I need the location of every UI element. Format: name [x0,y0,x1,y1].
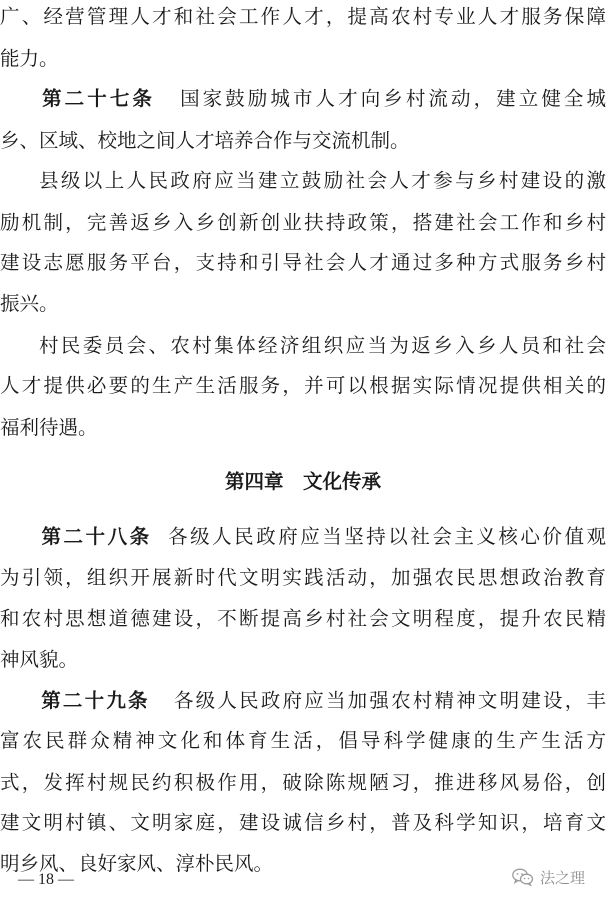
text-line: 乡、区域、校地之间人才培养合作与交流机制。 [0,128,410,152]
article-27-first-line [0,85,606,113]
article-text: 各级人民政府应当加强农村精神文明建设，丰 [171,688,606,712]
page-number: — 18 — [18,871,74,888]
text-line: 建文明村镇、文明家庭，建设诚信乡村，普及科学知识，培育文 [0,811,606,835]
text-line: 明乡风、良好家风、淳朴民风。 [0,852,274,875]
article-text: 各级人民政府应当坚持以社会主义核心价值观 [165,525,606,549]
article-29-first-line [0,687,606,715]
wechat-icon [512,868,534,886]
text-line: 式，发挥村规民约积极作用，破除陈规陋习，推进移风易俗，创 [0,770,606,794]
article-label: 第二十七条 [39,87,155,111]
text-line: 为引领，组织开展新时代文明实践活动，加强农民思想政治教育 [0,566,606,589]
chapter-heading: 第四章 文化传承 [224,470,381,493]
text-line: 富农民群众精神文化和体育生活，倡导科学健康的生产生活方 [0,729,606,753]
text-line: 振兴。 [0,291,59,315]
text-line: 和农村思想道德建设，不断提高乡村社会文明程度，提升农民精 [0,606,606,630]
text-line: 村民委员会、农村集体经济组织应当为返乡入乡人员和社会 [39,333,606,357]
article-text: 国家鼓励城市人才向乡村流动，建立健全城 [176,87,606,111]
watermark-text: 法之理 [540,868,586,887]
text-line: 建设志愿服务平台，支持和引导社会人才通过多种方式服务乡村 [0,251,606,275]
text-line: 广、经营管理人才和社会工作人才，提高农村专业人才服务保障 [0,5,606,28]
text-line: 县级以上人民政府应当建立鼓励社会人才参与乡村建设的激 [39,169,606,193]
text-line: 福利待遇。 [0,415,98,439]
article-label: 第二十九条 [39,688,150,712]
article-label: 第二十八条 [39,525,152,549]
watermark [512,862,585,892]
article-28-first-line [0,523,606,551]
text-line: 神风貌。 [0,648,79,672]
text-line: 人才提供必要的生产生活服务，并可以根据实际情况提供相关的 [0,374,606,398]
text-line: 能力。 [0,46,59,70]
text-line: 励机制，完善返乡入乡创新创业扶持政策，搭建社会工作和乡村 [0,210,606,234]
